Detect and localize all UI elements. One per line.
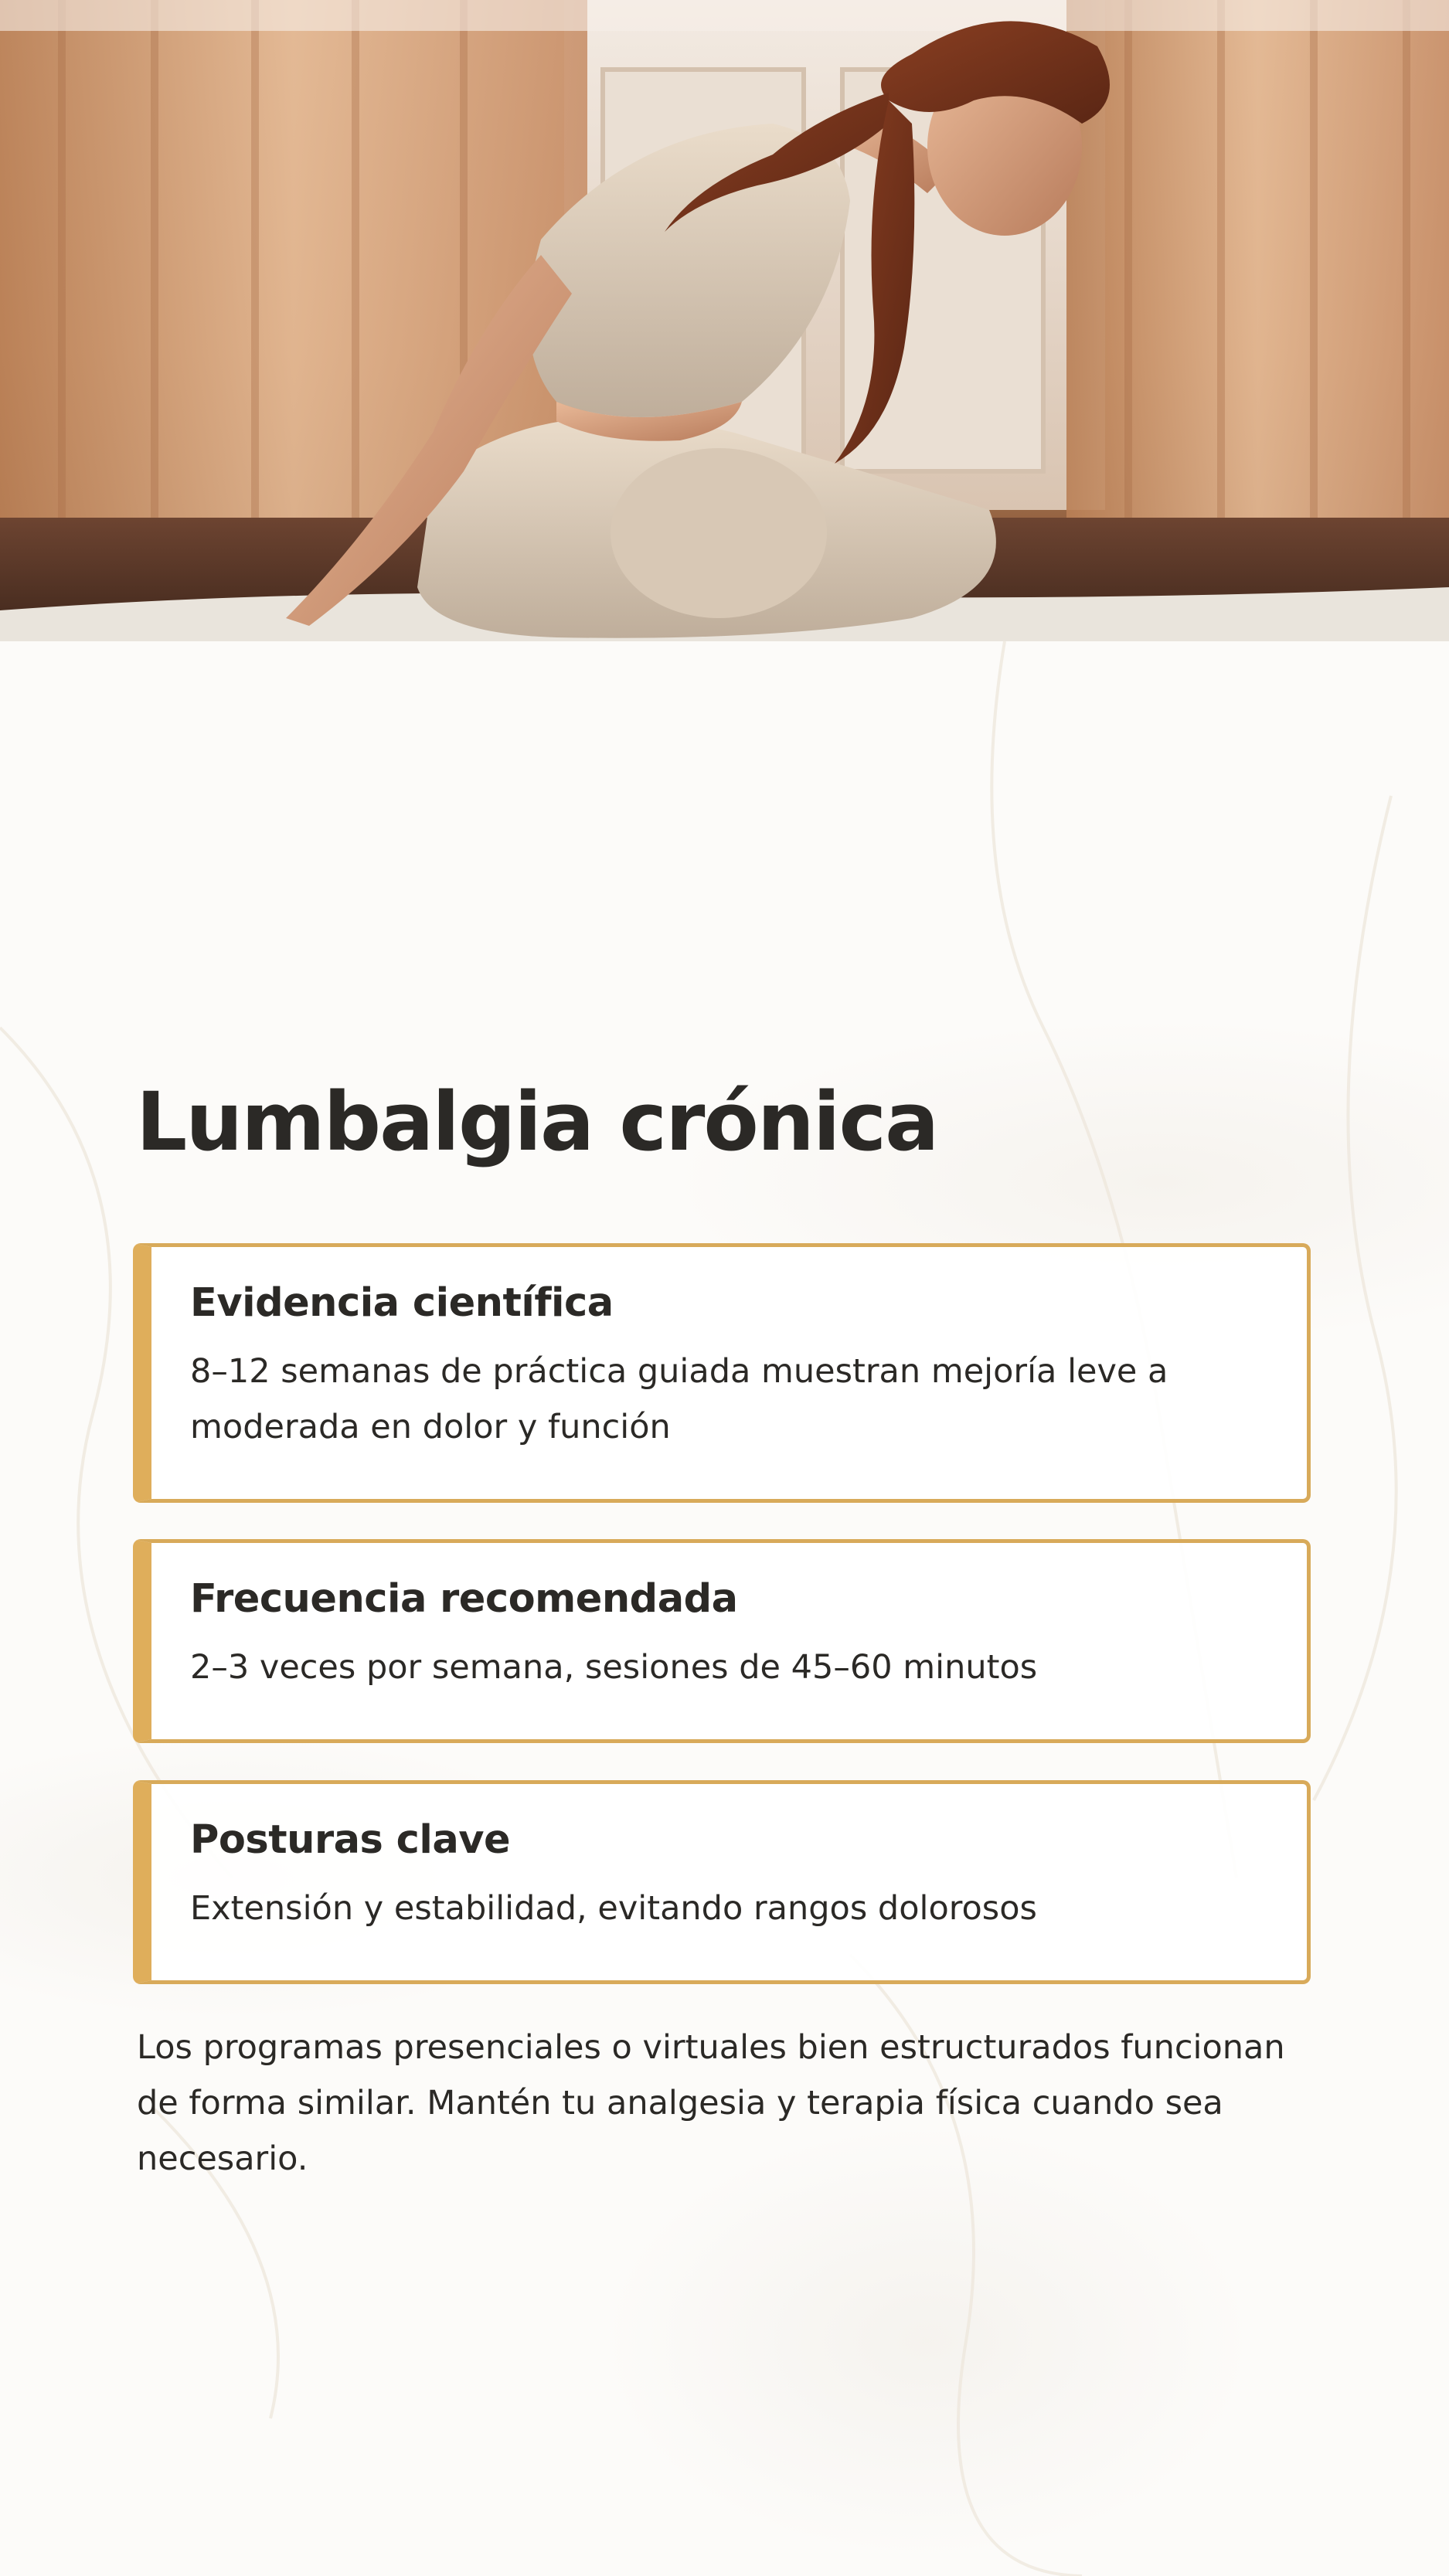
card-title: Posturas clave bbox=[190, 1817, 511, 1863]
card-text: 8–12 semanas de práctica guiada muestran mejoría leve a moderada en dolor y función bbox=[190, 1352, 1168, 1447]
card-title: Evidencia científica bbox=[190, 1280, 614, 1326]
info-card-frequency bbox=[133, 1539, 1311, 1743]
page-title: Lumbalgia crónica bbox=[136, 1075, 938, 1169]
info-card-evidence bbox=[133, 1243, 1311, 1503]
card-title: Frecuencia recomendada bbox=[190, 1576, 738, 1622]
card-text: Extensión y estabilidad, evitando rangos dolorosos bbox=[190, 1889, 1037, 1929]
card-text: 2–3 veces por semana, sesiones de 45–60 minutos bbox=[190, 1648, 1038, 1687]
footnote-text: Los programas presenciales o virtuales bien estructurados funcionan de forma similar. Mantén tu analgesia y terapia física cuando sea necesario. bbox=[137, 2028, 1285, 2178]
hero-image bbox=[0, 0, 1449, 641]
info-card-postures bbox=[133, 1780, 1311, 1984]
yoga-illustration bbox=[0, 0, 1449, 641]
